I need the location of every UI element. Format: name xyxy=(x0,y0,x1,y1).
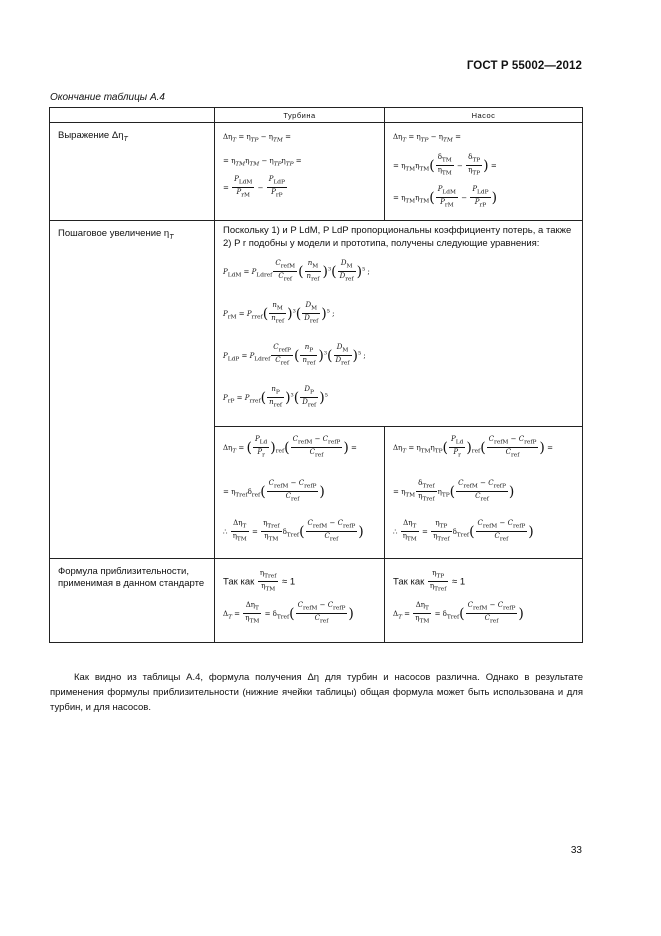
formula: $\Delta\eta_T = \eta_{TP} - \eta_{TM}$ = xyxy=(223,133,291,144)
formula: $\Delta\eta_T$ = ( $\frac{P_{Ld}}{P_r}$ )$_{ref}$( $\frac{C_{refM} - C_{refP}}{C_{ref}}$ ) = xyxy=(223,435,357,459)
body-paragraph: Как видно из таблицы А.4, формула получения Δη для турбин и насосов различна. Однако в результате применения формулы приблизительности (нижние ячейки таблицы) общая формула может быть использована и для турбин, и для насосов. xyxy=(50,672,583,713)
formula: $\Delta_T$ = $\frac{\Delta\eta_T}{\eta_{TM}}$ = $\delta_{Tref}$( $\frac{C_{refM} - C_{refP}}{C_{ref}}$ ) xyxy=(223,601,354,625)
formula: $\Delta\eta_T = \eta_{TM}\eta_{TP}$( $\frac{P_{Ld}}{P_r}$ )$_{ref}$( $\frac{C_{refM} - C_{refP}}{C_{ref}}$ ) = xyxy=(393,435,553,459)
formula: $P_{rM} = P_{rref}$( $\frac{n_M}{n_{ref}}$ )$^3$( $\frac{D_M}{D_{ref}}$ )$^5$ ; xyxy=(223,301,335,325)
table-caption: Окончание таблицы А.4 xyxy=(50,92,165,103)
turbine-expression-cell xyxy=(215,123,385,221)
formula: = $\eta_{TM}\eta_{TM} - \eta_{TP}\eta_{TP}$ = xyxy=(223,157,302,168)
table-row xyxy=(50,123,583,221)
pump-expression-cell xyxy=(385,123,583,221)
pump-increment-cell xyxy=(385,427,583,559)
formula: = $\eta_{TM}\eta_{TM}$( $\frac{P_{LdM}}{P_{rM}}$ − $\frac{P_{LdP}}{P_{rP}}$ ) xyxy=(393,185,498,209)
formula: ∴ $\frac{\Delta\eta_T}{\eta_{TM}}$ = $\frac{\eta_{TP}}{\eta_{Tref}}$ $\delta_{Tref}$( $\frac{C_{refM} - C_{refP}}{C_{ref}}$ ) xyxy=(393,519,534,543)
formula: $\Delta_T$ = $\frac{\Delta\eta_T}{\eta_{TM}}$ = $\delta_{Tref}$( $\frac{C_{refM} - C_{refP}}{C_{ref}}$ ) xyxy=(393,601,524,625)
similarity-note: Поскольку 1) и P LdM, P LdP пропорциональны коэффициенту потерь, а также 2) P r подобны у модели и прототипа, получены следующие уравнения: xyxy=(223,225,572,249)
formula: $P_{LdP} = P_{Ldref}$ $\frac{C_{refP}}{C_{ref}}$ ( $\frac{n_P}{n_{ref}}$ )$^3$( $\frac{D_M}{D_{ref}}$ )$^5$ ; xyxy=(223,343,366,367)
formula: = $\eta_{Tref}\delta_{ref}$( $\frac{C_{refM} - C_{refP}}{C_{ref}}$ ) xyxy=(223,479,325,503)
formula: Так как $\frac{\eta_{TP}}{\eta_{Tref}}$ ≈ 1 xyxy=(393,569,466,593)
table-header-row xyxy=(50,108,583,123)
label-line: применимая в данном стандарте xyxy=(58,578,205,589)
turbine-approx-cell xyxy=(215,559,385,643)
formula: $P_{rP} = P_{rref}$( $\frac{n_P}{n_{ref}}$ )$^3$( $\frac{D_P}{D_{ref}}$ )$^5$ xyxy=(223,385,328,409)
header-empty xyxy=(50,108,215,123)
formula: = $\eta_{TM}$ $\frac{\delta_{Tref}}{\eta_{Tref}}$ $\eta_{TP}$( $\frac{C_{refM} - C_{refP}}{C_{ref}}$ ) xyxy=(393,479,515,503)
similarity-cell xyxy=(215,221,583,427)
row-label-approx xyxy=(50,559,215,643)
formula: Так как $\frac{\eta_{Tref}}{\eta_{TM}}$ ≈ 1 xyxy=(223,569,296,593)
formula-table xyxy=(49,107,583,643)
table-row xyxy=(50,221,583,427)
turbine-increment-cell xyxy=(215,427,385,559)
header-turbine: Турбина xyxy=(215,108,385,123)
formula: = $\eta_{TM}\eta_{TM}$( $\frac{\delta_{TM}}{\eta_{TM}}$ − $\frac{\delta_{TP}}{\eta_{TP}}$ ) = xyxy=(393,153,497,177)
row-label-expression: Выражение $\Delta\eta_T$ xyxy=(50,123,215,221)
formula: ∴ $\frac{\Delta\eta_T}{\eta_{TM}}$ = $\frac{\eta_{Tref}}{\eta_{TM}}$ $\delta_{Tref}$( $\frac{C_{refM} - C_{refP}}{C_{ref}}$ ) xyxy=(223,519,364,543)
formula: $P_{LdM} = P_{Ldref}$ $\frac{C_{refM}}{C_{ref}}$ ( $\frac{n_M}{n_{ref}}$ )$^3$( $\frac{D_M}{D_{ref}}$ )$^5$ ; xyxy=(223,259,370,283)
formula: = $\frac{P_{LdM}}{P_{rM}}$ − $\frac{P_{LdP}}{P_{rP}}$ xyxy=(223,175,285,199)
formula: $\Delta\eta_T = \eta_{TP} - \eta_{TM}$ = xyxy=(393,133,461,144)
header-pump: Насос xyxy=(385,108,583,123)
document-standard-header: ГОСТ Р 55002—2012 xyxy=(466,60,582,72)
label-line: Формула приблизительности, xyxy=(58,566,189,577)
pump-approx-cell xyxy=(385,559,583,643)
table-row xyxy=(50,559,583,643)
page-number: 33 xyxy=(570,845,582,856)
row-label-increment: Пошаговое увеличение $\eta_T$ xyxy=(50,221,215,559)
